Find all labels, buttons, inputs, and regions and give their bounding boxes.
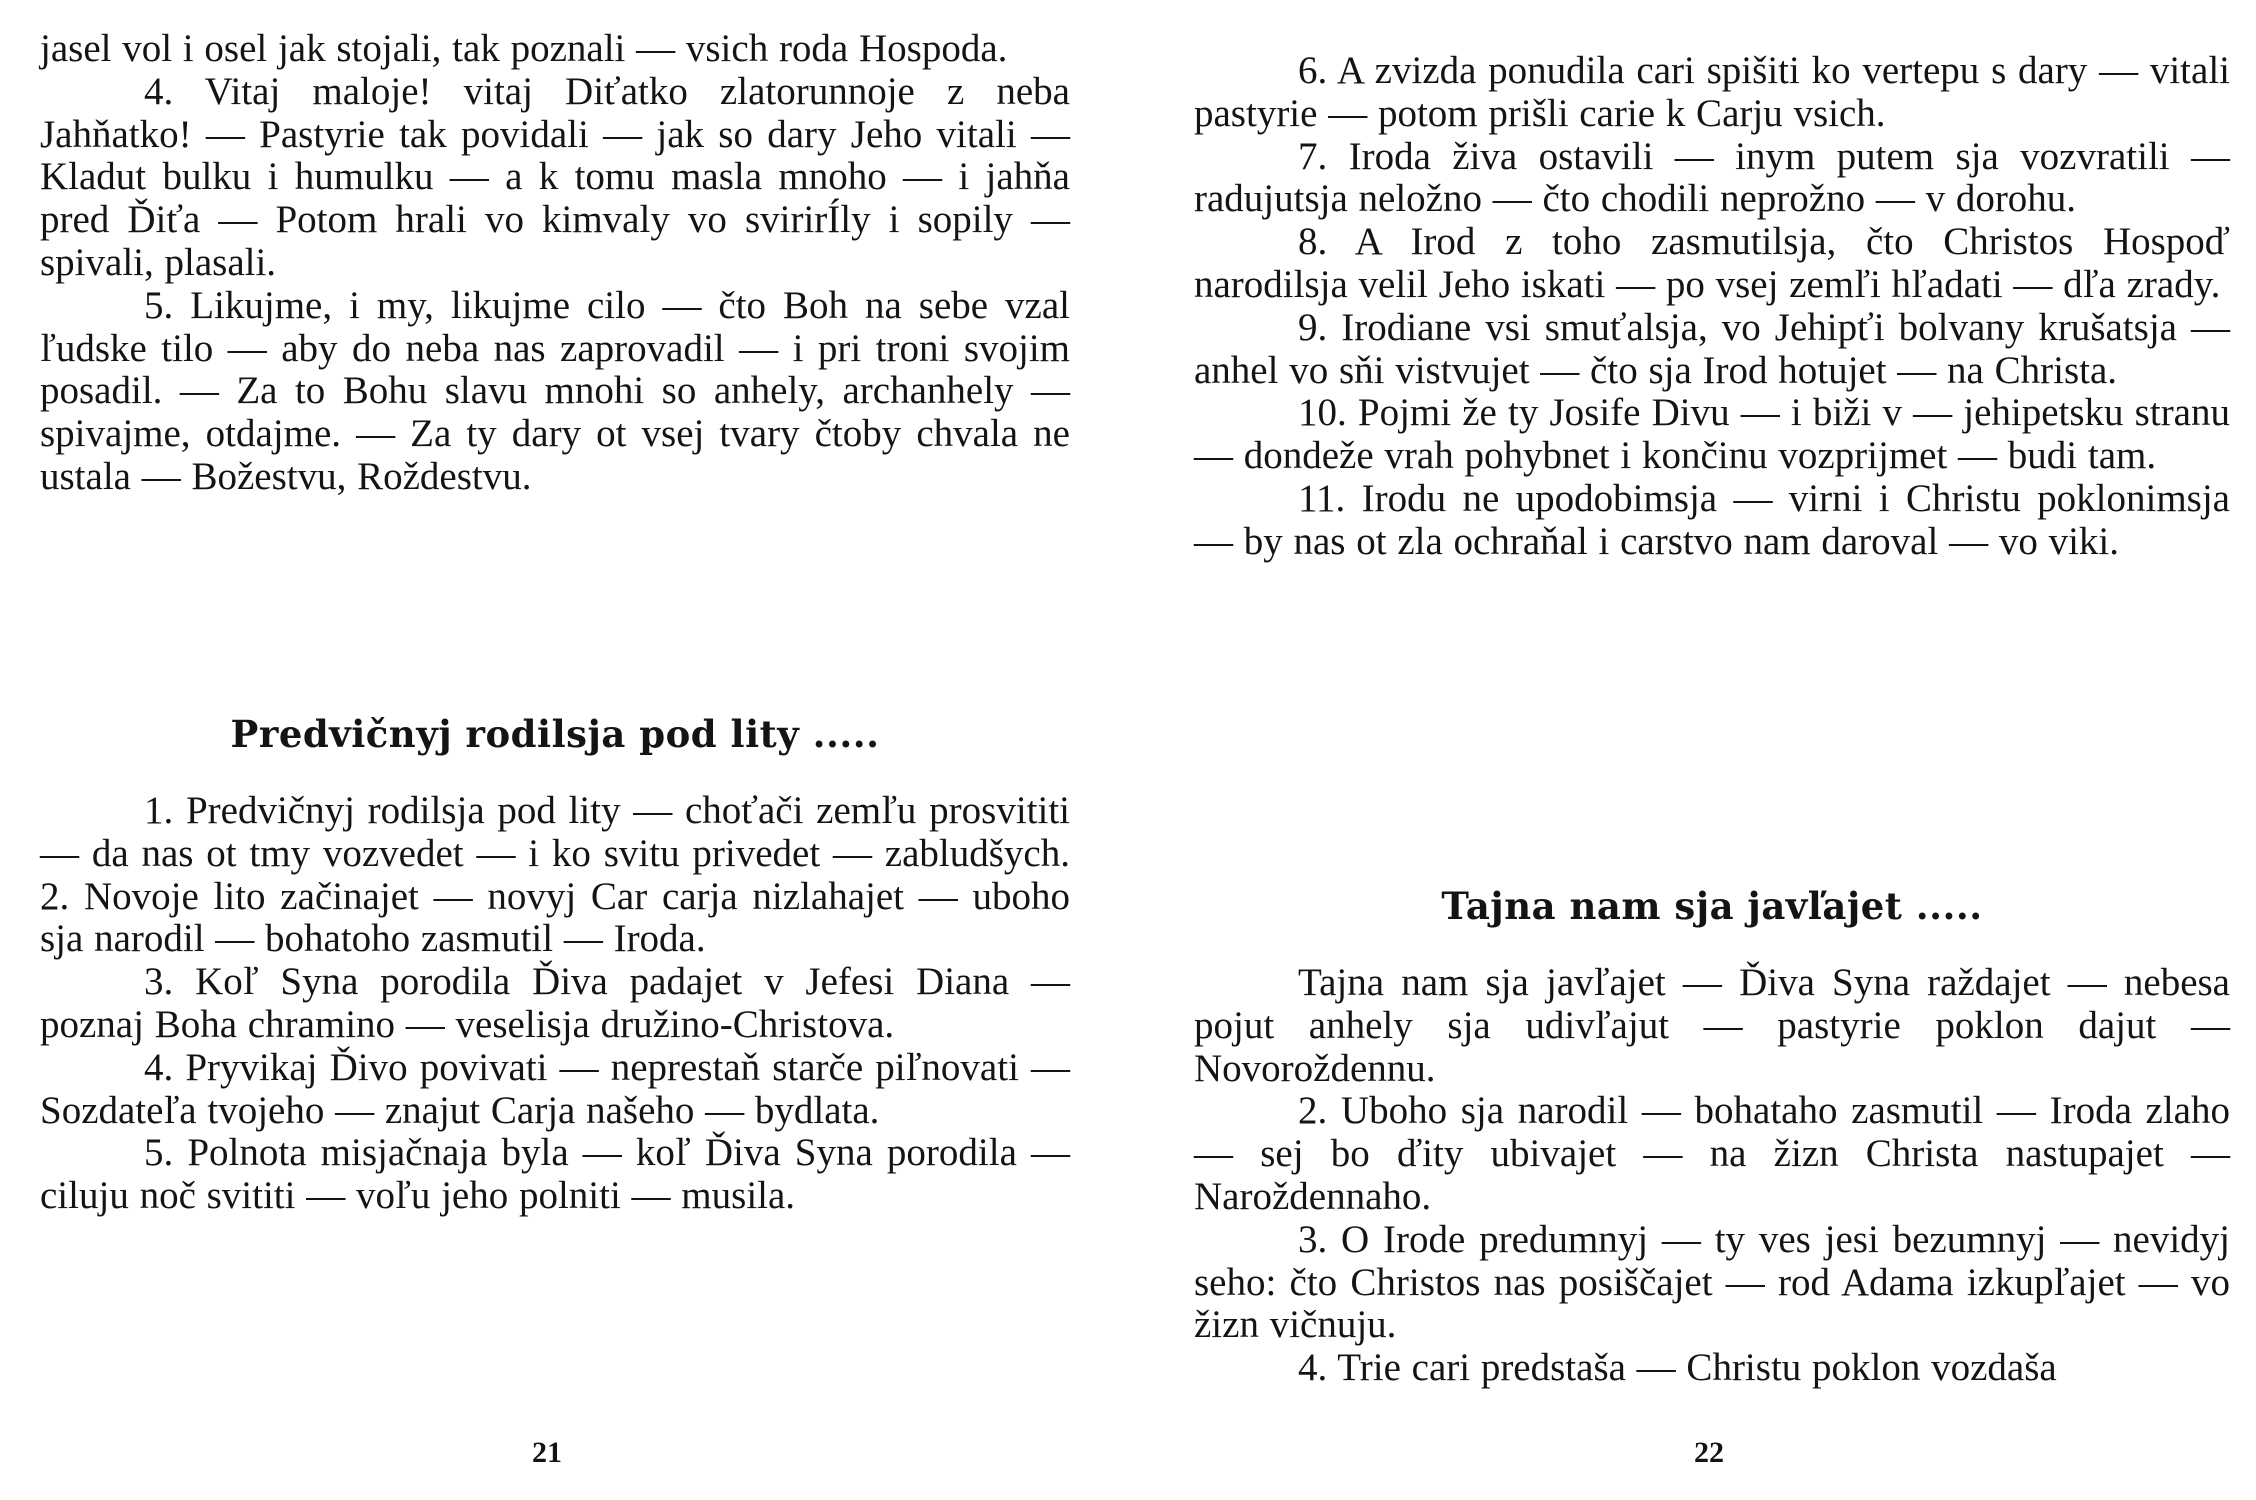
paragraph: jasel vol i osel jak stojali, tak poznali — vsich roda Hospoda. bbox=[40, 27, 1008, 70]
right-intro-block bbox=[1194, 50, 2230, 564]
song-title: Tajna nam sja javľajet ..... bbox=[1441, 884, 1983, 928]
verse-paragraph: 4. Pryvikaj Ďivo povivati — neprestaň starče piľnovati — Sozdateľa tvojeho — znajut Carja našeho — bydlata. bbox=[40, 1045, 1070, 1132]
verse-paragraph: 9. Irodiane vsi smuťalsja, vo Jehipťi bolvany krušatsja — anhel vo sňi vistvujet — čto sja Irod hotujet — na Christa. bbox=[1194, 305, 2230, 392]
page-number: 21 bbox=[532, 1436, 562, 1469]
right-page bbox=[1194, 0, 2230, 1500]
verse-paragraph: 10. Pojmi že ty Josife Divu — i biži v — jehipetsku stranu — dondeže vrah pohybnet i končinu vozprijmet — budi tam. bbox=[1194, 391, 2230, 478]
left-intro-block bbox=[40, 28, 1070, 499]
verse-paragraph: 2. Uboho sja narodil — bohataho zasmutil — Iroda zlaho — sej bo ďity ubivajet — na žizn Christa nastupajet — Naroždennaho. bbox=[1194, 1089, 2230, 1218]
page-number: 22 bbox=[1694, 1436, 1724, 1469]
verse-paragraph: 8. A Irod z toho zasmutilsja, čto Christos Hospoď narodilsja velil Jeho iskati — po vsej zemľi hľadati — dľa zrady. bbox=[1194, 220, 2230, 306]
verse-paragraph: 5. Likujme, i my, likujme cilo — čto Boh na sebe vzal ľudske tilo — aby do neba nas zaprovadil — i pri troni svojim posadil. — Za to Bohu slavu mnohi so anhely, archanhely — spivajme, otdajme. — Za ty dary ot vsej tvary čtoby chvala ne ustala — Božestvu, Roždestvu. bbox=[40, 283, 1070, 498]
verse-paragraph: 4. Trie cari predstaša — Christu poklon vozdaša bbox=[1298, 1346, 2057, 1390]
verse-paragraph: 3. Koľ Syna porodila Ďiva padajet v Jefesi Diana — poznaj Boha chramino — veselisja družino-Christova. bbox=[40, 960, 1070, 1046]
verse-paragraph: 5. Polnota misjačnaja byla — koľ Ďiva Syna porodila — ciluju noč svititi — voľu jeho polniti — musila. bbox=[40, 1131, 1070, 1218]
verse-paragraph: 7. Iroda živa ostavili — inym putem sja vozvratili — radujutsja neložno — čto chodili neprožno — v dorohu. bbox=[1194, 134, 2230, 221]
left-page bbox=[40, 0, 1070, 1500]
verse-paragraph: 4. Vitaj maloje! vitaj Diťatko zlatorunnoje z neba Jahňatko! — Pastyrie tak povidali — jak so dary Jeho vitali — Kladut bulku i humulku — a k tomu masla mnoho — i jahňa pred Ďiťa — Potom hrali vo kimvaly vo svirirÍly i sopily — spivali, plasali. bbox=[40, 69, 1070, 284]
left-song-block bbox=[40, 790, 1070, 1218]
verse-paragraph: 11. Irodu ne upodobimsja — virni i Christu poklonimsja — by nas ot zla ochraňal i carstvo nam daroval — vo viki. bbox=[1194, 476, 2230, 563]
verse-paragraph: 3. O Irode predumnyj — ty ves jesi bezumnyj — nevidyj seho: čto Christos nas posiščajet — rod Adama izkupľajet — vo žizn vičnuju. bbox=[1194, 1217, 2230, 1347]
verse-paragraph: 6. A zvizda ponudila cari spišiti ko vertepu s dary — vitali pastyrie — potom prišli carie k Carju vsich. bbox=[1194, 49, 2230, 135]
right-song-block bbox=[1194, 962, 2230, 1390]
song-title: Predvičnyj rodilsja pod lity ..... bbox=[230, 712, 880, 756]
verse-paragraph: 1. Predvičnyj rodilsja pod lity — choťači zemľu prosvititi — da nas ot tmy vozvedet — i ko svitu privedet — zabludšych. 2. Novoje lito začinajet — novyj Car carja nizlahajet — uboho sja narodil — bohatoho zasmutil — Iroda. bbox=[40, 789, 1070, 961]
verse-paragraph: Tajna nam sja javľajet — Ďiva Syna raždajet — nebesa pojut anhely sja udivľajut — pastyrie poklon dajut — Novoroždennu. bbox=[1194, 961, 2230, 1090]
